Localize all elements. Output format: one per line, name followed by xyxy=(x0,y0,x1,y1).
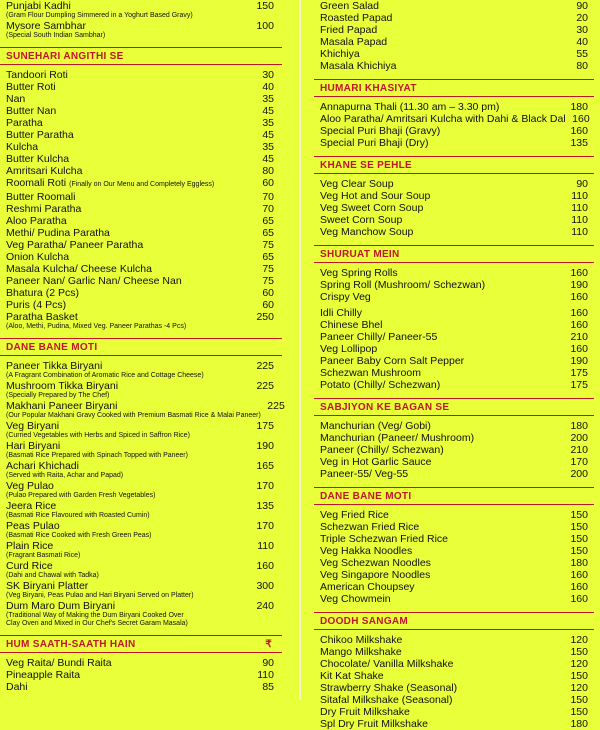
section-title: SUNEHARI ANGITHI SE xyxy=(6,51,124,62)
item-price: 75 xyxy=(262,239,274,251)
item-name: Butter Nan xyxy=(6,105,57,117)
item-name: Sitafal Milkshake (Seasonal) xyxy=(320,694,453,706)
menu-item-schezwan-fried-rice xyxy=(300,521,600,533)
item-name: Roomali Roti xyxy=(6,177,67,189)
item-name: Special Puri Bhaji (Dry) xyxy=(320,137,429,149)
item-price: 100 xyxy=(256,20,274,32)
item-name: Amritsari Kulcha xyxy=(6,165,83,177)
item-name: Butter Roti xyxy=(6,81,56,93)
menu-item-punjabi-kadhi xyxy=(0,0,300,20)
item-description: (Gram Flour Dumpling Simmered in a Yoghurt Based Gravy) xyxy=(6,12,193,19)
right-column xyxy=(300,0,600,730)
item-name: Veg Raita/ Bundi Raita xyxy=(6,657,112,669)
item-name: Tandoori Roti xyxy=(6,69,68,81)
menu-item-manchurian-paneer-mushroom xyxy=(300,432,600,444)
menu-item-jeera-rice xyxy=(0,500,300,520)
item-name: Crispy Veg xyxy=(320,291,371,303)
item-price: 150 xyxy=(570,521,588,533)
item-name: Strawberry Shake (Seasonal) xyxy=(320,682,458,694)
item-price: 165 xyxy=(256,460,274,472)
item-price: 150 xyxy=(570,694,588,706)
section-title: DOODH SANGAM xyxy=(320,616,409,627)
section-heading-shuruat-mein xyxy=(314,245,594,263)
menu-item-methi-pudina-paratha xyxy=(0,227,300,239)
menu-item-potato-chilly-schezwan xyxy=(300,379,600,391)
menu-item-triple-schezwan-fried-rice xyxy=(300,533,600,545)
item-description: (Served with Raita, Achar and Papad) xyxy=(6,472,124,479)
menu-item-paratha xyxy=(0,117,300,129)
section-heading-dane-bane-moti xyxy=(0,338,282,356)
item-name: Paneer-55/ Veg-55 xyxy=(320,468,409,480)
menu-item-masala-papad xyxy=(300,36,600,48)
menu-item-veg-manchow-soup xyxy=(300,226,600,238)
item-price: 35 xyxy=(262,93,274,105)
item-name: Veg Clear Soup xyxy=(320,178,394,190)
item-price: 120 xyxy=(570,682,588,694)
item-name: Mysore Sambhar xyxy=(6,20,86,32)
item-name: Curd Rice xyxy=(6,560,53,572)
item-price: 160 xyxy=(570,291,588,303)
menu-item-green-salad xyxy=(300,0,600,12)
menu-item-veg-fried-rice xyxy=(300,509,600,521)
section-heading-hum-saath-saath-hain xyxy=(0,635,282,653)
item-name: Paneer Tikka Biryani xyxy=(6,360,103,372)
section-title: DANE BANE MOTI xyxy=(6,342,98,353)
item-name: Fried Papad xyxy=(320,24,378,36)
item-name: Butter Roomali xyxy=(6,191,76,203)
item-price: 150 xyxy=(570,545,588,557)
item-price: 65 xyxy=(262,251,274,263)
menu-item-veg-biryani xyxy=(0,420,300,440)
item-price: 250 xyxy=(256,311,274,323)
item-price: 55 xyxy=(576,48,588,60)
item-price: 175 xyxy=(570,379,588,391)
item-price: 180 xyxy=(570,420,588,432)
item-name: Veg Spring Rolls xyxy=(320,267,398,279)
section-title: HUM SAATH-SAATH HAIN xyxy=(6,639,136,650)
item-name: Puris (4 Pcs) xyxy=(6,299,67,311)
section-title: SHURUAT MEIN xyxy=(320,249,400,260)
item-price: 65 xyxy=(262,215,274,227)
item-price: 120 xyxy=(570,634,588,646)
item-price: 170 xyxy=(570,456,588,468)
item-description: (Specially Prepared by The Chef) xyxy=(6,392,110,399)
section-title: SABJIYON KE BAGAN SE xyxy=(320,402,450,413)
item-name: Chocolate/ Vanilla Milkshake xyxy=(320,658,454,670)
item-price: 190 xyxy=(570,279,588,291)
item-name: Green Salad xyxy=(320,0,379,12)
item-price: 45 xyxy=(262,153,274,165)
section-heading-khane-se-pehle xyxy=(314,156,594,174)
section-title: KHANE SE PEHLE xyxy=(320,160,412,171)
item-name: Achari Khichadi xyxy=(6,460,79,472)
item-price: 30 xyxy=(262,69,274,81)
item-price: 35 xyxy=(262,141,274,153)
item-price: 240 xyxy=(256,600,274,612)
item-name: Potato (Chilly/ Schezwan) xyxy=(320,379,441,391)
item-price: 180 xyxy=(570,557,588,569)
menu-item-aloo-paratha-amritsari-kulcha-with-dahi-black-dal xyxy=(300,113,600,125)
section-heading-dane-bane-moti xyxy=(314,487,594,505)
item-name: Triple Schezwan Fried Rice xyxy=(320,533,448,545)
item-price: 190 xyxy=(570,355,588,367)
item-name: Bhatura (2 Pcs) xyxy=(6,287,79,299)
item-name: Veg Lollipop xyxy=(320,343,378,355)
menu-item-spring-roll-mushroom-schezwan xyxy=(300,279,600,291)
item-price: 70 xyxy=(262,191,274,203)
item-name: Makhani Paneer Biryani xyxy=(6,400,118,412)
item-price: 110 xyxy=(571,202,588,214)
item-price: 150 xyxy=(570,670,588,682)
item-name: Sweet Corn Soup xyxy=(320,214,403,226)
item-price: 180 xyxy=(570,718,588,730)
menu-item-peas-pulao xyxy=(0,520,300,540)
item-price: 40 xyxy=(262,81,274,93)
item-price: 135 xyxy=(256,500,274,512)
menu-item-veg-hakka-noodles xyxy=(300,545,600,557)
item-price: 20 xyxy=(576,12,588,24)
menu-item-butter-paratha xyxy=(0,129,300,141)
menu-item-chikoo-milkshake xyxy=(300,634,600,646)
item-name: Reshmi Paratha xyxy=(6,203,82,215)
item-description: (Basmati Rice Cooked with Fresh Green Peas) xyxy=(6,532,152,539)
item-name: Paneer Baby Corn Salt Pepper xyxy=(320,355,465,367)
item-price: 160 xyxy=(570,343,588,355)
item-name: Veg Hakka Noodles xyxy=(320,545,413,557)
item-price: 75 xyxy=(262,263,274,275)
menu-item-reshmi-paratha xyxy=(0,203,300,215)
menu-item-bhatura-2-pcs xyxy=(0,287,300,299)
menu-item-butter-kulcha xyxy=(0,153,300,165)
item-description: (Basmati Rice Prepared with Spinach Topped with Paneer) xyxy=(6,452,188,459)
item-price: 30 xyxy=(576,24,588,36)
item-description: (A Fragrant Combination of Aromatic Rice and Cottage Cheese) xyxy=(6,372,204,379)
item-price: 190 xyxy=(256,440,274,452)
item-name: Veg in Hot Garlic Sauce xyxy=(320,456,432,468)
item-price: 110 xyxy=(571,190,588,202)
menu-item-sk-biryani-platter xyxy=(0,580,300,600)
section-heading-humari-khasiyat xyxy=(314,79,594,97)
menu-item-pineapple-raita xyxy=(0,669,300,681)
item-description: (Traditional Way of Making the Dum Biryani Cooked Over xyxy=(6,612,184,619)
menu-item-makhani-paneer-biryani xyxy=(0,400,300,420)
menu-item-paneer-baby-corn-salt-pepper xyxy=(300,355,600,367)
menu-item-special-puri-bhaji-dry xyxy=(300,137,600,149)
menu-item-dahi xyxy=(0,681,300,693)
menu-item-puris-4-pcs xyxy=(0,299,300,311)
menu-item-veg-clear-soup xyxy=(300,178,600,190)
item-name: Veg Chowmein xyxy=(320,593,391,605)
menu-item-dry-fruit-milkshake xyxy=(300,706,600,718)
item-name: Nan xyxy=(6,93,26,105)
item-description: (Our Popular Makhani Gravy Cooked with Premium Basmati Rice & Malai Paneer) xyxy=(6,412,261,419)
item-price: 150 xyxy=(570,509,588,521)
item-price: 200 xyxy=(570,432,588,444)
menu-item-veg-in-hot-garlic-sauce xyxy=(300,456,600,468)
item-price: 135 xyxy=(570,137,588,149)
menu-item-mushroom-tikka-biryani xyxy=(0,380,300,400)
item-price: 45 xyxy=(262,129,274,141)
menu-item-veg-lollipop xyxy=(300,343,600,355)
item-description: (Aloo, Methi, Pudina, Mixed Veg. Paneer Parathas -4 Pcs) xyxy=(6,323,187,330)
item-price: 120 xyxy=(570,658,588,670)
item-price: 160 xyxy=(570,569,588,581)
item-name: Methi/ Pudina Paratha xyxy=(6,227,110,239)
menu-item-butter-roomali xyxy=(0,191,300,203)
menu-item-special-puri-bhaji-gravy xyxy=(300,125,600,137)
item-price: 80 xyxy=(576,60,588,72)
item-description: (Pulao Prepared with Garden Fresh Vegetables) xyxy=(6,492,156,499)
item-name: Onion Kulcha xyxy=(6,251,70,263)
menu-item-idli-chilly xyxy=(300,307,600,319)
item-name: Schezwan Mushroom xyxy=(320,367,421,379)
item-name: Aloo Paratha xyxy=(6,215,67,227)
item-name: Punjabi Kadhi xyxy=(6,0,71,12)
item-price: 70 xyxy=(262,203,274,215)
item-description: (Basmati Rice Flavoured with Roasted Cumin) xyxy=(6,512,150,519)
menu-item-paneer-chilly-paneer-55 xyxy=(300,331,600,343)
item-name: Paneer (Chilly/ Schezwan) xyxy=(320,444,444,456)
item-price: 110 xyxy=(571,214,588,226)
currency-symbol: ₹ xyxy=(265,639,272,650)
item-price: 85 xyxy=(262,681,274,693)
item-price: 160 xyxy=(570,267,588,279)
menu-item-veg-paratha-paneer-paratha xyxy=(0,239,300,251)
item-price: 80 xyxy=(262,165,274,177)
item-price: 90 xyxy=(576,0,588,12)
item-description: (Special South Indian Sambhar) xyxy=(6,32,106,39)
section-heading-doodh-sangam xyxy=(314,612,594,630)
item-name: Plain Rice xyxy=(6,540,54,552)
item-name: Veg Manchow Soup xyxy=(320,226,414,238)
item-price: 160 xyxy=(256,560,274,572)
menu-item-american-choupsey xyxy=(300,581,600,593)
item-price: 170 xyxy=(256,480,274,492)
menu-item-paneer-55-veg-55 xyxy=(300,468,600,480)
item-price: 175 xyxy=(256,420,274,432)
item-price: 200 xyxy=(570,468,588,480)
item-name: Kulcha xyxy=(6,141,39,153)
item-price: 225 xyxy=(256,380,274,392)
item-price: 110 xyxy=(571,226,588,238)
menu-item-paneer-tikka-biryani xyxy=(0,360,300,380)
item-description: (Fragrant Basmati Rice) xyxy=(6,552,81,559)
menu-item-kit-kat-shake xyxy=(300,670,600,682)
menu-item-kulcha xyxy=(0,141,300,153)
item-name: Mango Milkshake xyxy=(320,646,402,658)
item-price: 45 xyxy=(262,105,274,117)
menu-item-schezwan-mushroom xyxy=(300,367,600,379)
item-price: 60 xyxy=(262,299,274,311)
menu-item-onion-kulcha xyxy=(0,251,300,263)
item-price: 75 xyxy=(262,275,274,287)
item-price: 175 xyxy=(570,367,588,379)
item-price: 110 xyxy=(257,540,274,552)
menu-item-veg-pulao xyxy=(0,480,300,500)
item-price: 110 xyxy=(257,669,274,681)
item-name: Aloo Paratha/ Amritsari Kulcha with Dahi & Black Dal xyxy=(320,113,566,125)
item-price: 160 xyxy=(570,307,588,319)
menu-item-annapurna-thali-11-30-am-3-30-pm xyxy=(300,101,600,113)
menu-item-strawberry-shake-seasonal xyxy=(300,682,600,694)
item-price: 160 xyxy=(570,319,588,331)
item-price: 160 xyxy=(570,125,588,137)
item-name: Paratha Basket xyxy=(6,311,78,323)
item-name: American Choupsey xyxy=(320,581,415,593)
item-description: (Veg Biryani, Peas Pulao and Hari Biryani Served on Platter) xyxy=(6,592,194,599)
item-name: Hari Biryani xyxy=(6,440,61,452)
item-price: 160 xyxy=(570,581,588,593)
item-name: Veg Paratha/ Paneer Paratha xyxy=(6,239,144,251)
item-description: (Curried Vegetables with Herbs and Spiced in Saffron Rice) xyxy=(6,432,190,439)
menu-item-roomali-roti xyxy=(0,177,300,191)
menu-item-roasted-papad xyxy=(300,12,600,24)
item-name: SK Biryani Platter xyxy=(6,580,89,592)
item-name: Masala Kulcha/ Cheese Kulcha xyxy=(6,263,152,275)
menu-item-tandoori-roti xyxy=(0,69,300,81)
item-price: 60 xyxy=(262,177,274,189)
menu-item-veg-schezwan-noodles xyxy=(300,557,600,569)
menu-item-fried-papad xyxy=(300,24,600,36)
item-price: 65 xyxy=(262,227,274,239)
item-price: 150 xyxy=(570,646,588,658)
item-price: 170 xyxy=(256,520,274,532)
item-name: Idli Chilly xyxy=(320,307,363,319)
menu-item-plain-rice xyxy=(0,540,300,560)
item-name: Veg Pulao xyxy=(6,480,54,492)
item-price: 160 xyxy=(572,113,590,125)
item-price: 90 xyxy=(262,657,274,669)
menu-item-crispy-veg xyxy=(300,291,600,303)
item-name: Chikoo Milkshake xyxy=(320,634,403,646)
menu-item-mango-milkshake xyxy=(300,646,600,658)
item-name: Paneer Chilly/ Paneer-55 xyxy=(320,331,438,343)
item-name: Butter Paratha xyxy=(6,129,74,141)
item-price: 300 xyxy=(256,580,274,592)
item-name: Paratha xyxy=(6,117,43,129)
item-name: Veg Sweet Corn Soup xyxy=(320,202,424,214)
item-name: Veg Singapore Noodles xyxy=(320,569,431,581)
item-price: 160 xyxy=(570,593,588,605)
menu-item-paneer-nan-garlic-nan-cheese-nan xyxy=(0,275,300,287)
menu-item-nan xyxy=(0,93,300,105)
item-name: Chinese Bhel xyxy=(320,319,383,331)
item-name: Masala Papad xyxy=(320,36,388,48)
item-name: Paneer Nan/ Garlic Nan/ Cheese Nan xyxy=(6,275,182,287)
menu-item-veg-singapore-noodles xyxy=(300,569,600,581)
item-name: Mushroom Tikka Biryani xyxy=(6,380,119,392)
left-column xyxy=(0,0,300,693)
menu-item-sweet-corn-soup xyxy=(300,214,600,226)
menu-item-butter-nan xyxy=(0,105,300,117)
section-heading-sunehari-angithi-se xyxy=(0,47,282,65)
section-title: DANE BANE MOTI xyxy=(320,491,412,502)
item-price: 35 xyxy=(262,117,274,129)
menu-item-veg-chowmein xyxy=(300,593,600,605)
item-name: Pineapple Raita xyxy=(6,669,81,681)
menu-item-aloo-paratha xyxy=(0,215,300,227)
menu-item-paratha-basket xyxy=(0,311,300,331)
item-name: Roasted Papad xyxy=(320,12,393,24)
item-name: Veg Schezwan Noodles xyxy=(320,557,431,569)
item-name: Veg Biryani xyxy=(6,420,60,432)
menu-item-masala-kulcha-cheese-kulcha xyxy=(0,263,300,275)
item-name: Veg Fried Rice xyxy=(320,509,389,521)
item-name: Manchurian (Paneer/ Mushroom) xyxy=(320,432,475,444)
item-price: 150 xyxy=(570,533,588,545)
menu-item-veg-spring-rolls xyxy=(300,267,600,279)
item-name: Special Puri Bhaji (Gravy) xyxy=(320,125,441,137)
item-price: 90 xyxy=(576,178,588,190)
item-price: 210 xyxy=(570,331,588,343)
menu-item-curd-rice xyxy=(0,560,300,580)
menu-item-veg-raita-bundi-raita xyxy=(0,657,300,669)
item-description: (Dahi and Chawal with Tadka) xyxy=(6,572,99,579)
menu-item-chocolate-vanilla-milkshake xyxy=(300,658,600,670)
item-price: 40 xyxy=(576,36,588,48)
menu-item-masala-khichiya xyxy=(300,60,600,72)
item-price: 180 xyxy=(570,101,588,113)
item-name: Veg Hot and Sour Soup xyxy=(320,190,431,202)
item-name: Masala Khichiya xyxy=(320,60,397,72)
menu-item-veg-sweet-corn-soup xyxy=(300,202,600,214)
item-name: Dum Maro Dum Biryani xyxy=(6,600,116,612)
menu-item-achari-khichadi xyxy=(0,460,300,480)
item-name: Kit Kat Shake xyxy=(320,670,384,682)
menu-item-sitafal-milkshake-seasonal xyxy=(300,694,600,706)
menu-item-chinese-bhel xyxy=(300,319,600,331)
item-price: 210 xyxy=(570,444,588,456)
menu-item-manchurian-veg-gobi xyxy=(300,420,600,432)
item-note: (Finally on Our Menu and Completely Eggless) xyxy=(69,181,215,188)
item-price: 150 xyxy=(570,706,588,718)
item-description: Clay Oven and Mixed in Our Chef's Secret Garam Masala) xyxy=(6,620,188,627)
item-price: 60 xyxy=(262,287,274,299)
menu-item-spl-dry-fruit-milkshake xyxy=(300,718,600,730)
item-name: Khichiya xyxy=(320,48,360,60)
item-name: Peas Pulao xyxy=(6,520,60,532)
item-name: Butter Kulcha xyxy=(6,153,70,165)
menu-item-veg-hot-and-sour-soup xyxy=(300,190,600,202)
menu-item-hari-biryani xyxy=(0,440,300,460)
section-heading-sabjiyon-ke-bagan-se xyxy=(314,398,594,416)
item-name: Spl Dry Fruit Milkshake xyxy=(320,718,428,730)
item-name: Annapurna Thali (11.30 am – 3.30 pm) xyxy=(320,101,500,113)
item-price: 150 xyxy=(256,0,274,12)
item-name: Spring Roll (Mushroom/ Schezwan) xyxy=(320,279,486,291)
menu-item-amritsari-kulcha xyxy=(0,165,300,177)
item-name: Schezwan Fried Rice xyxy=(320,521,420,533)
section-title: HUMARI KHASIYAT xyxy=(320,83,417,94)
menu-item-mysore-sambhar xyxy=(0,20,300,40)
menu-item-paneer-chilly-schezwan xyxy=(300,444,600,456)
menu-item-dum-maro-dum-biryani xyxy=(0,600,300,628)
menu-item-khichiya xyxy=(300,48,600,60)
item-name: Dahi xyxy=(6,681,28,693)
item-price: 225 xyxy=(256,360,274,372)
item-name: Manchurian (Veg/ Gobi) xyxy=(320,420,431,432)
item-price: 225 xyxy=(267,400,285,412)
item-name: Jeera Rice xyxy=(6,500,57,512)
menu-item-butter-roti xyxy=(0,81,300,93)
item-name: Dry Fruit Milkshake xyxy=(320,706,410,718)
